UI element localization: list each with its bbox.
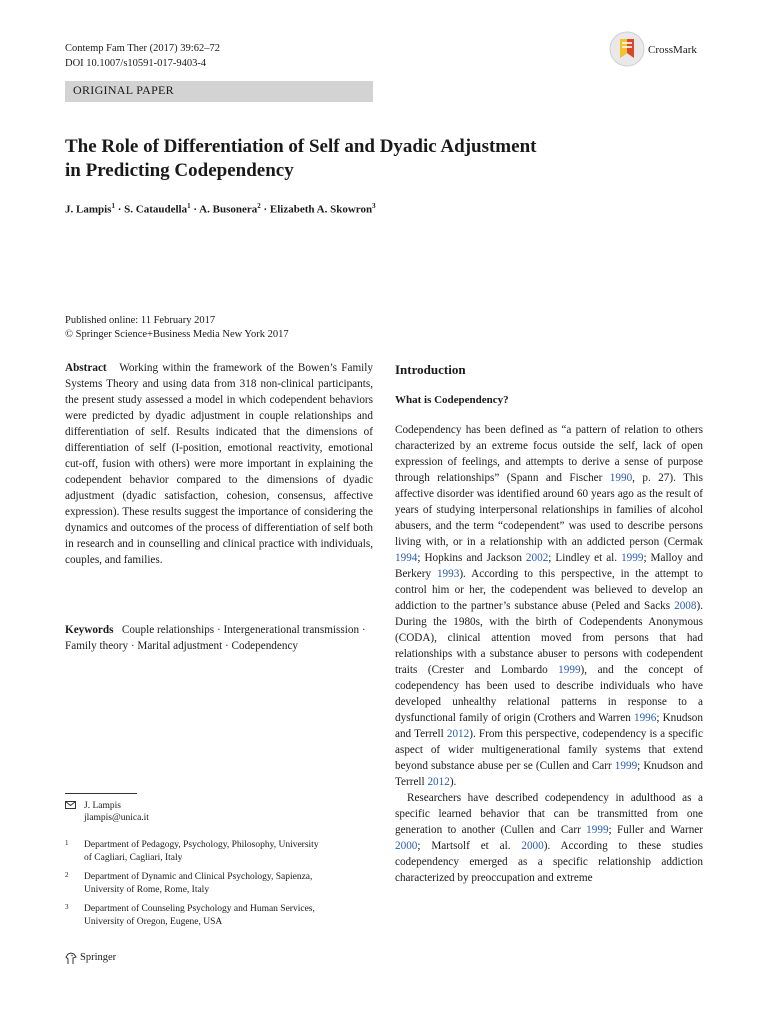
author-name[interactable]: J. Lampis <box>65 203 112 216</box>
citation-link[interactable]: 2000 <box>395 840 418 852</box>
keywords-label: Keywords <box>65 624 114 636</box>
section-heading: Introduction <box>395 362 466 377</box>
springer-horse-icon <box>65 952 77 965</box>
author-list <box>65 202 376 216</box>
corresponding-author <box>84 800 149 824</box>
citation-link[interactable]: 1999 <box>558 664 581 676</box>
citation-link[interactable]: 1999 <box>621 552 644 564</box>
publisher-name: Springer <box>80 952 117 963</box>
body-text: ; Martsolf et al. <box>417 840 522 852</box>
citation-link[interactable]: 1990 <box>609 472 633 484</box>
citation-link[interactable]: 1999 <box>586 824 609 836</box>
body-paragraph <box>395 790 703 886</box>
affiliation-line: of Cagliari, Cagliari, Italy <box>84 852 183 863</box>
crossmark-icon[interactable] <box>609 31 645 67</box>
article-type-banner <box>65 81 373 102</box>
published-date: Published online: 11 February 2017 <box>65 315 216 326</box>
citation-link[interactable]: 2012 <box>446 728 470 740</box>
author-affiliation-mark: 2 <box>257 202 261 210</box>
corresponding-author-email[interactable]: jlampis@unica.it <box>84 813 149 823</box>
body-text: , p. 27). This affective disorder was identified around 60 years ago as the result of years of studying interpersonal relationships in families of alcohol abusers, and the term “codependent” was used to describe persons living with, or in a relationship with an addicted person (Cermak <box>395 472 703 548</box>
copyright-line: © Springer Science+Business Media New York 2017 <box>65 329 289 340</box>
corresponding-author-name: J. Lampis <box>84 801 121 811</box>
crossmark-label[interactable]: CrossMark <box>648 44 697 56</box>
author-separator: · <box>114 203 125 216</box>
affiliation-number: 1 <box>65 839 69 847</box>
citation-link[interactable]: 2000 <box>521 840 544 852</box>
citation-link[interactable]: 1994 <box>395 552 418 564</box>
body-text: ). During the 1980s, with the birth of Codependents Anonymous (CODA), clinical attention moved from persons that had relationships with a substance abuser to persons with codependent traits (Crester and Lombardo <box>395 600 703 676</box>
body-text: Codependency has been defined as “a pattern of relation to others characterized by an extreme focus outside the self, lack of open expression of feelings, and attempts to derive a sense of purpose through relationships” (Spann and Fischer <box>395 424 703 484</box>
doi[interactable]: DOI 10.1007/s10591-017-9403-4 <box>65 58 207 69</box>
citation-link[interactable]: 1999 <box>614 760 638 772</box>
body-text: ). <box>449 776 457 788</box>
body-text: ). According to this perspective, in the attempt to control him or her, the codependent was believed to develop an addiction to the partner’s substance abuse (Peled and Sacks <box>395 568 703 612</box>
abstract-label: Abstract <box>65 362 107 374</box>
keywords-block <box>65 622 373 654</box>
body-text: ). According to these studies codependency emerged as a specific relationship addiction characterized by preoccupation and extreme <box>395 840 703 884</box>
body-text: ; Hopkins and Jackson <box>417 552 526 564</box>
keywords-text: Couple relationships · Intergenerational transmission · Family theory · Marital adjustment · Codependency <box>65 624 366 652</box>
introduction-section <box>395 362 703 886</box>
citation-link[interactable]: 2008 <box>674 600 697 612</box>
citation-link[interactable]: 2012 <box>427 776 450 788</box>
author-affiliation-mark: 3 <box>372 202 376 210</box>
body-text: ; Malloy and Berkery <box>395 552 703 580</box>
affiliation-number: 2 <box>65 871 69 879</box>
body-text: ; Knudson and Terrell <box>395 712 703 740</box>
affiliation-line: University of Rome, Rome, Italy <box>84 884 210 895</box>
body-text: ). From this perspective, codependency is a specific aspect of wider multigenerational family systems that extend beyond substance abuse per se (Cullen and Carr <box>395 728 703 772</box>
subsection-heading: What is Codependency? <box>395 394 509 406</box>
author-separator: · <box>260 203 270 216</box>
abstract-text: Working within the framework of the Bowen’s Family Systems Theory and using data from 318 non-clinical participants, the present study assessed a model in which codependent behaviors were predicted by dyadic adjustment in couple relationships and differentiation of self. Results indicated that the dimensions of differentiation of self (I-position, emotional reactivity, emotional cut-off, fusion with others) were more important in explaining the codependent behavior compared to the dimensions of dyadic adjustment (dyadic satisfaction, cohesion, consensus, affective expression). These results suggest the importance of considering the dynamics and outcomes of the process of differentiation of self both in research and in counselling and clinical practice with individuals, couples, and families. <box>65 362 373 566</box>
author-separator: · <box>190 203 200 216</box>
body-text: ), and the concept of codependency has been used to describe individuals who have developed unhealthy relational patterns in response to a dysfunctional family of origin (Crothers and Warren <box>395 664 704 724</box>
footnote-divider <box>65 793 137 794</box>
journal-citation: Contemp Fam Ther (2017) 39:62–72 <box>65 43 220 54</box>
citation-link[interactable]: 1996 <box>633 712 657 724</box>
body-text: Researchers have described codependency in adulthood as a specific learned behavior that can be transmitted from one generation to another (Cullen and Carr <box>395 792 703 836</box>
affiliation-line: University of Oregon, Eugene, USA <box>84 916 223 927</box>
publication-info <box>65 314 289 342</box>
journal-header <box>65 41 220 71</box>
body-text: ; Knudson and Terrell <box>395 760 703 788</box>
author-affiliation-mark: 1 <box>187 202 191 210</box>
affiliation-line: Department of Pedagogy, Psychology, Philosophy, University <box>84 840 319 850</box>
article-type-label: ORIGINAL PAPER <box>73 83 174 97</box>
citation-link[interactable]: 1993 <box>436 568 460 580</box>
affiliation-number: 3 <box>65 903 69 911</box>
body-text: ; Lindley et al. <box>548 552 622 564</box>
author-name[interactable]: Elizabeth A. Skowron <box>269 203 373 216</box>
citation-link[interactable]: 2002 <box>525 552 549 564</box>
body-paragraph <box>395 422 703 790</box>
affiliation-line: Department of Counseling Psychology and Human Services, <box>84 904 315 914</box>
envelope-icon <box>65 801 76 809</box>
abstract-block <box>65 360 373 568</box>
paper-title-line-2: in Predicting Codependency <box>65 160 294 181</box>
affiliation-line: Department of Dynamic and Clinical Psychology, Sapienza, <box>84 872 313 882</box>
author-affiliation-mark: 1 <box>111 202 115 210</box>
paper-title-line-1: The Role of Differentiation of Self and Dyadic Adjustment <box>65 136 537 157</box>
body-text: ; Fuller and Warner <box>608 824 703 836</box>
author-name[interactable]: A. Busonera <box>199 203 258 216</box>
paper-title <box>65 135 685 183</box>
author-name[interactable]: S. Cataudella <box>124 203 188 216</box>
